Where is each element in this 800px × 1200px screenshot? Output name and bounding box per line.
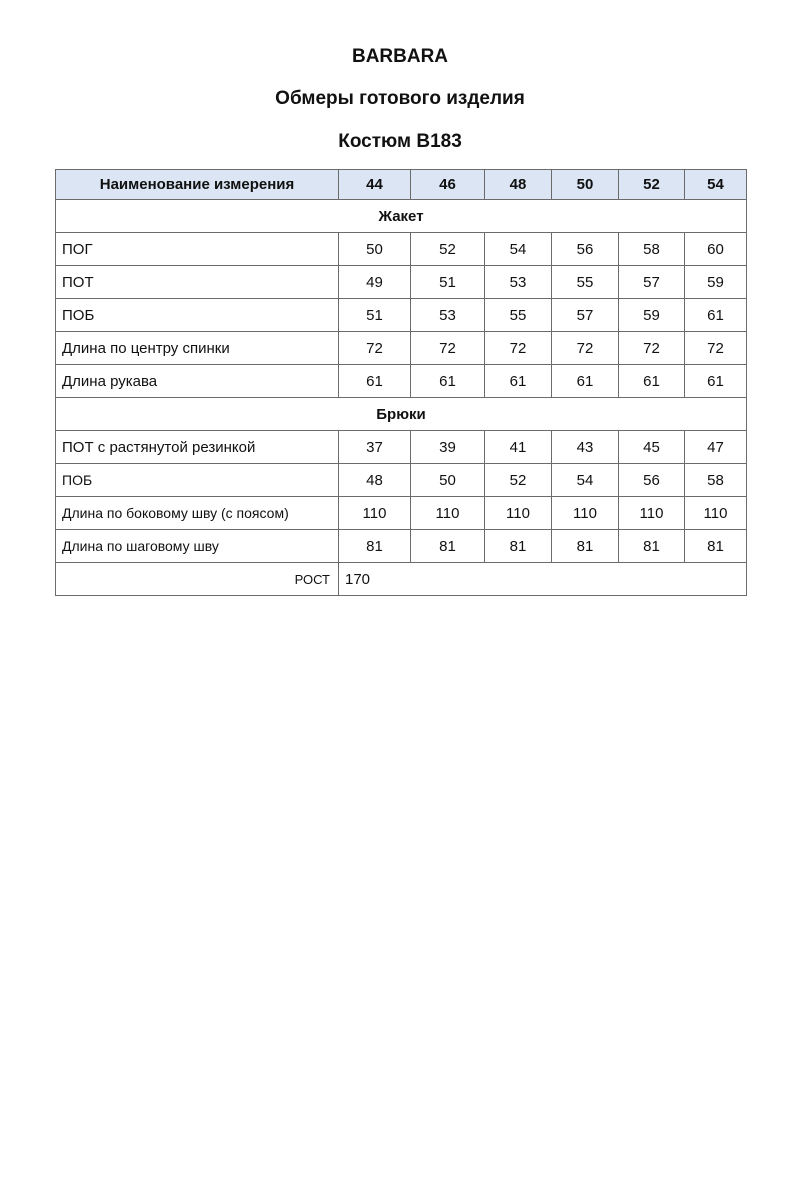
section-row-trousers (56, 398, 747, 431)
header-row (56, 170, 747, 200)
row-label: ПОБ (56, 464, 339, 497)
cell-value: 41 (485, 431, 552, 464)
cell-value: 61 (485, 365, 552, 398)
size-header: 48 (485, 170, 552, 200)
cell-value: 72 (552, 332, 619, 365)
cell-value: 72 (685, 332, 747, 365)
row-label: ПОБ (56, 299, 339, 332)
cell-value: 50 (411, 464, 485, 497)
table-row (56, 365, 747, 398)
table-row (56, 266, 747, 299)
cell-value: 57 (552, 299, 619, 332)
cell-value: 50 (339, 233, 411, 266)
row-label: ПОГ (56, 233, 339, 266)
cell-value: 43 (552, 431, 619, 464)
table-row (56, 530, 747, 563)
cell-value: 81 (685, 530, 747, 563)
cell-value: 61 (411, 365, 485, 398)
height-row (56, 563, 747, 596)
cell-value: 56 (619, 464, 685, 497)
cell-value: 61 (552, 365, 619, 398)
table-row (56, 233, 747, 266)
row-label: Длина по шаговому шву (56, 530, 339, 563)
cell-value: 56 (552, 233, 619, 266)
height-value: 170 (339, 563, 747, 596)
cell-value: 72 (619, 332, 685, 365)
cell-value: 59 (685, 266, 747, 299)
size-header: 54 (685, 170, 747, 200)
table-row (56, 431, 747, 464)
cell-value: 59 (619, 299, 685, 332)
cell-value: 52 (485, 464, 552, 497)
section-title: Брюки (56, 398, 747, 431)
cell-value: 49 (339, 266, 411, 299)
cell-value: 53 (411, 299, 485, 332)
cell-value: 52 (411, 233, 485, 266)
cell-value: 54 (552, 464, 619, 497)
section-row-jacket (56, 200, 747, 233)
section-title: Жакет (56, 200, 747, 233)
cell-value: 72 (485, 332, 552, 365)
table-row (56, 299, 747, 332)
cell-value: 110 (485, 497, 552, 530)
cell-value: 45 (619, 431, 685, 464)
cell-value: 81 (619, 530, 685, 563)
cell-value: 110 (339, 497, 411, 530)
cell-value: 110 (619, 497, 685, 530)
size-header: 50 (552, 170, 619, 200)
cell-value: 72 (411, 332, 485, 365)
cell-value: 55 (485, 299, 552, 332)
measurements-table (55, 169, 747, 596)
table-row (56, 497, 747, 530)
cell-value: 72 (339, 332, 411, 365)
cell-value: 51 (339, 299, 411, 332)
row-label: ПОТ с растянутой резинкой (56, 431, 339, 464)
cell-value: 37 (339, 431, 411, 464)
row-label: Длина по центру спинки (56, 332, 339, 365)
product-title: Костюм B183 (338, 131, 462, 152)
table-row (56, 332, 747, 365)
size-header: 46 (411, 170, 485, 200)
cell-value: 55 (552, 266, 619, 299)
cell-value: 81 (339, 530, 411, 563)
row-label: Длина по боковому шву (с поясом) (56, 497, 339, 530)
cell-value: 61 (685, 299, 747, 332)
cell-value: 51 (411, 266, 485, 299)
cell-value: 58 (685, 464, 747, 497)
cell-value: 60 (685, 233, 747, 266)
cell-value: 54 (485, 233, 552, 266)
cell-value: 81 (485, 530, 552, 563)
cell-value: 53 (485, 266, 552, 299)
cell-value: 39 (411, 431, 485, 464)
cell-value: 81 (411, 530, 485, 563)
brand-title: BARBARA (351, 46, 449, 67)
table-row (56, 464, 747, 497)
cell-value: 48 (339, 464, 411, 497)
cell-value: 110 (552, 497, 619, 530)
size-header: 44 (339, 170, 411, 200)
cell-value: 58 (619, 233, 685, 266)
cell-value: 61 (339, 365, 411, 398)
cell-value: 47 (685, 431, 747, 464)
cell-value: 61 (619, 365, 685, 398)
cell-value: 57 (619, 266, 685, 299)
cell-value: 110 (685, 497, 747, 530)
cell-value: 110 (411, 497, 485, 530)
row-label: Длина рукава (56, 365, 339, 398)
height-label: РОСТ (56, 563, 339, 596)
document-title: Обмеры готового изделия (275, 88, 525, 109)
header-label: Наименование измерения (56, 170, 339, 200)
cell-value: 61 (685, 365, 747, 398)
row-label: ПОТ (56, 266, 339, 299)
size-header: 52 (619, 170, 685, 200)
cell-value: 81 (552, 530, 619, 563)
